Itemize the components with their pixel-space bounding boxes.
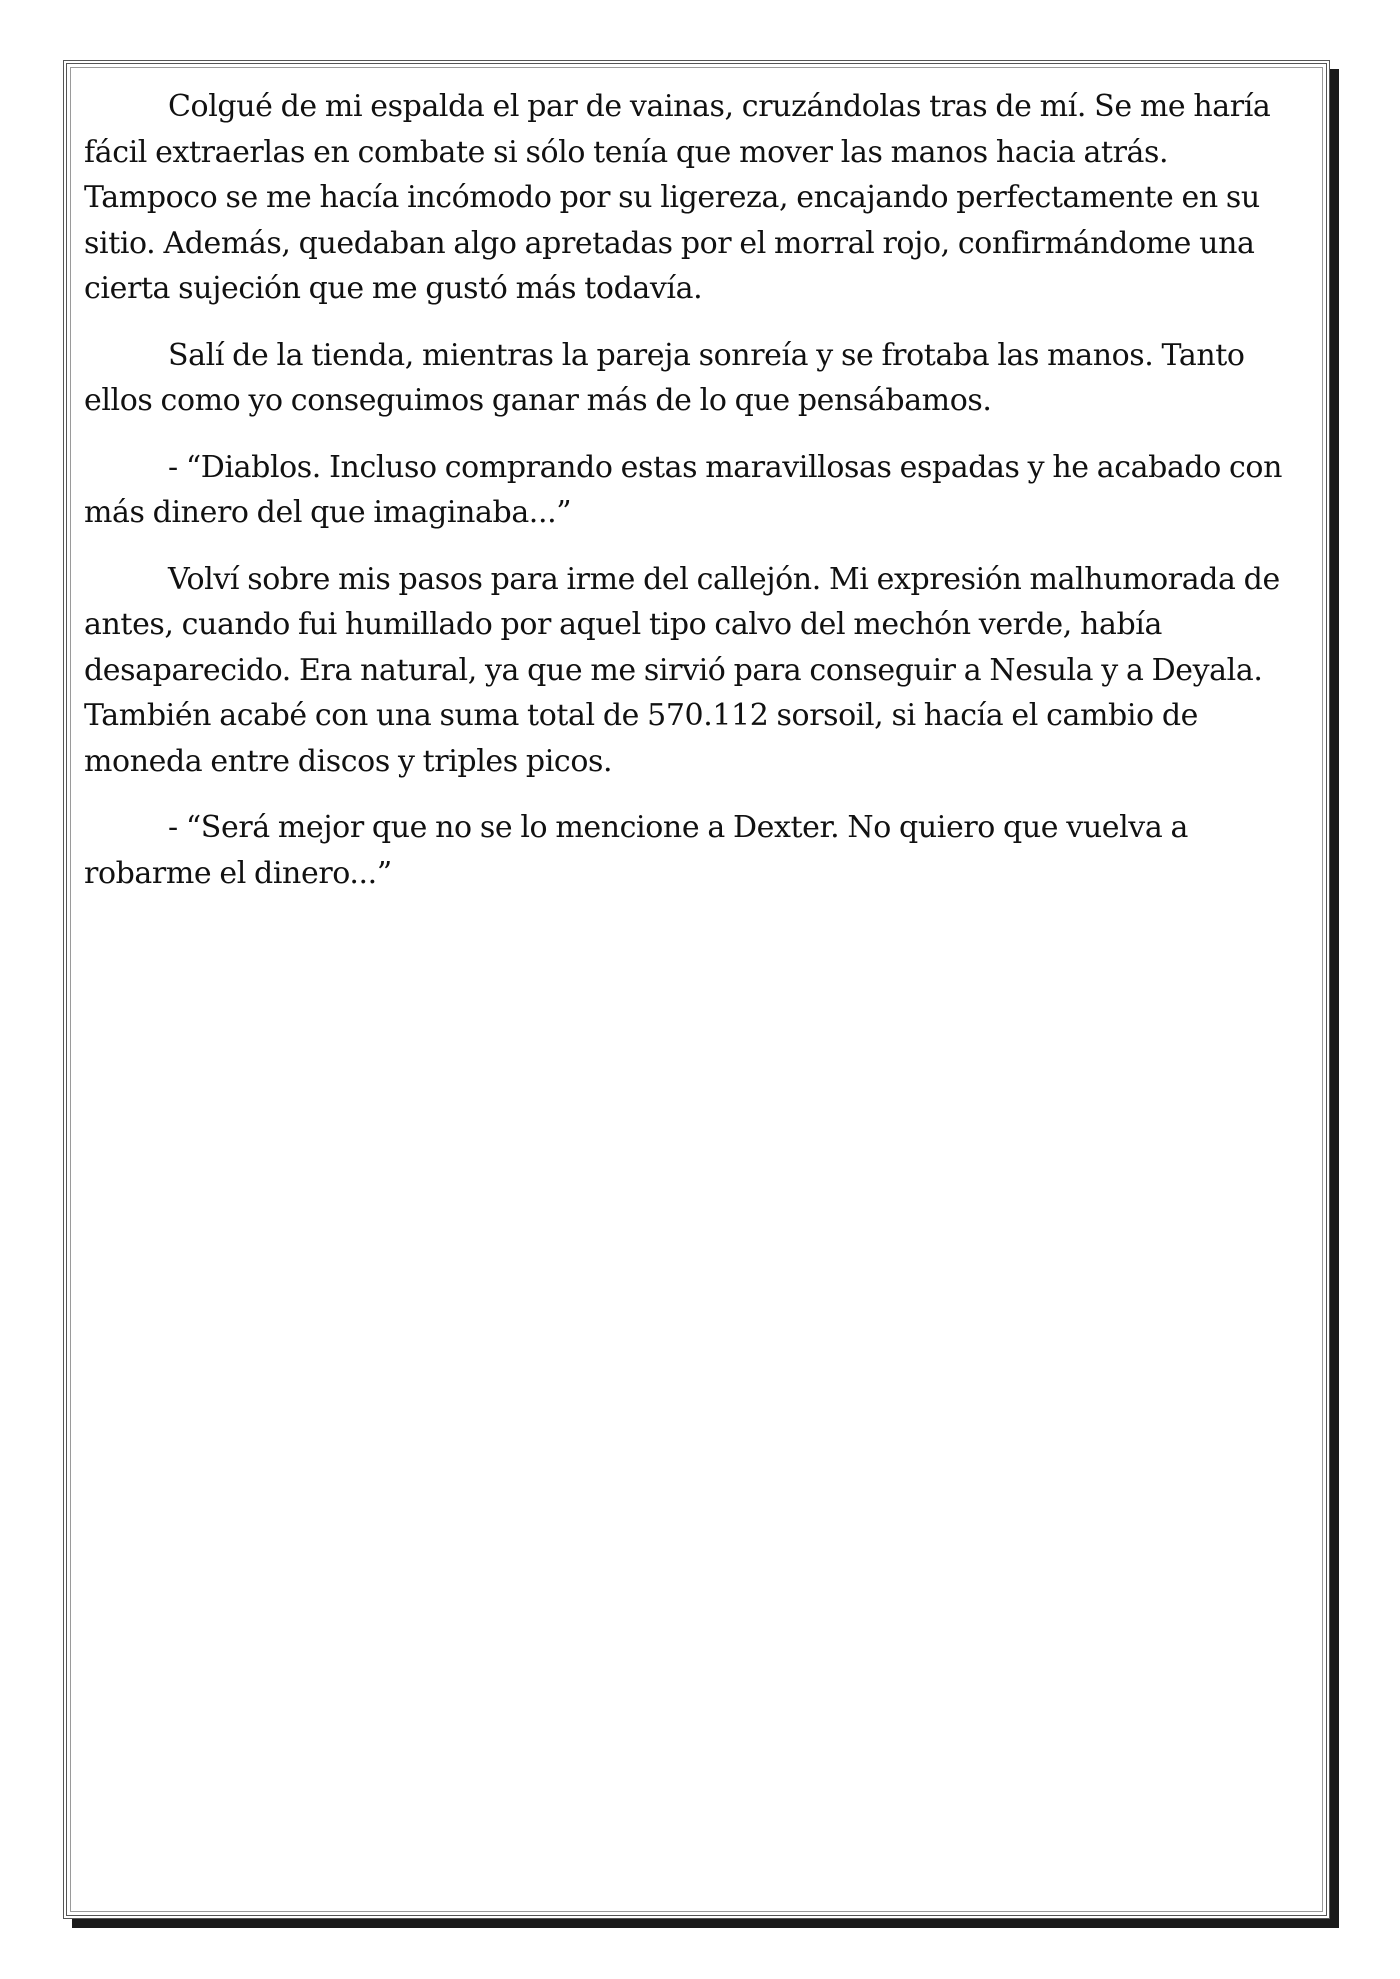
text-line: antes, cuando fui humillado por aquel tipo calvo del mechón verde, había <box>84 607 1162 642</box>
text-line: sitio. Además, quedaban algo apretadas por el morral rojo, confirmándome una <box>84 225 1255 261</box>
paragraph-5-dialogue <box>84 805 1314 896</box>
text-line: Salí de la tienda, mientras la pareja sonreía y se frotaba las manos. Tanto <box>168 337 1245 373</box>
paragraph-1 <box>84 84 1314 312</box>
text-line: Tampoco se me hacía incómodo por su ligereza, encajando perfectamente en su <box>84 180 1260 215</box>
text-line: Volví sobre mis pasos para irme del callejón. Mi expresión malhumorada de <box>168 561 1280 597</box>
text-line: robarme el dinero...” <box>84 855 392 891</box>
text-line: más dinero del que imaginaba...” <box>84 495 572 530</box>
document-body <box>84 84 1314 917</box>
text-line: Colgué de mi espalda el par de vainas, cruzándolas tras de mí. Se me haría <box>168 89 1271 124</box>
paragraph-3-dialogue <box>84 445 1314 536</box>
text-line: moneda entre discos y triples picos. <box>84 743 613 779</box>
text-line: ellos como yo conseguimos ganar más de lo que pensábamos. <box>84 383 992 418</box>
text-line: desaparecido. Era natural, ya que me sirvió para conseguir a Nesula y a Deyala. <box>84 652 1263 688</box>
text-line: - “Diablos. Incluso comprando estas maravillosas espadas y he acabado con <box>168 449 1283 485</box>
paragraph-4 <box>84 557 1314 785</box>
text-line: cierta sujeción que me gustó más todavía. <box>84 271 703 306</box>
text-line: - “Será mejor que no se lo mencione a Dexter. No quiero que vuelva a <box>168 810 1188 845</box>
text-line: También acabé con una suma total de 570.112 sorsoil, si hacía el cambio de <box>84 698 1198 733</box>
paragraph-2 <box>84 333 1314 424</box>
text-line: fácil extraerlas en combate si sólo tenía que mover las manos hacia atrás. <box>84 134 1169 170</box>
